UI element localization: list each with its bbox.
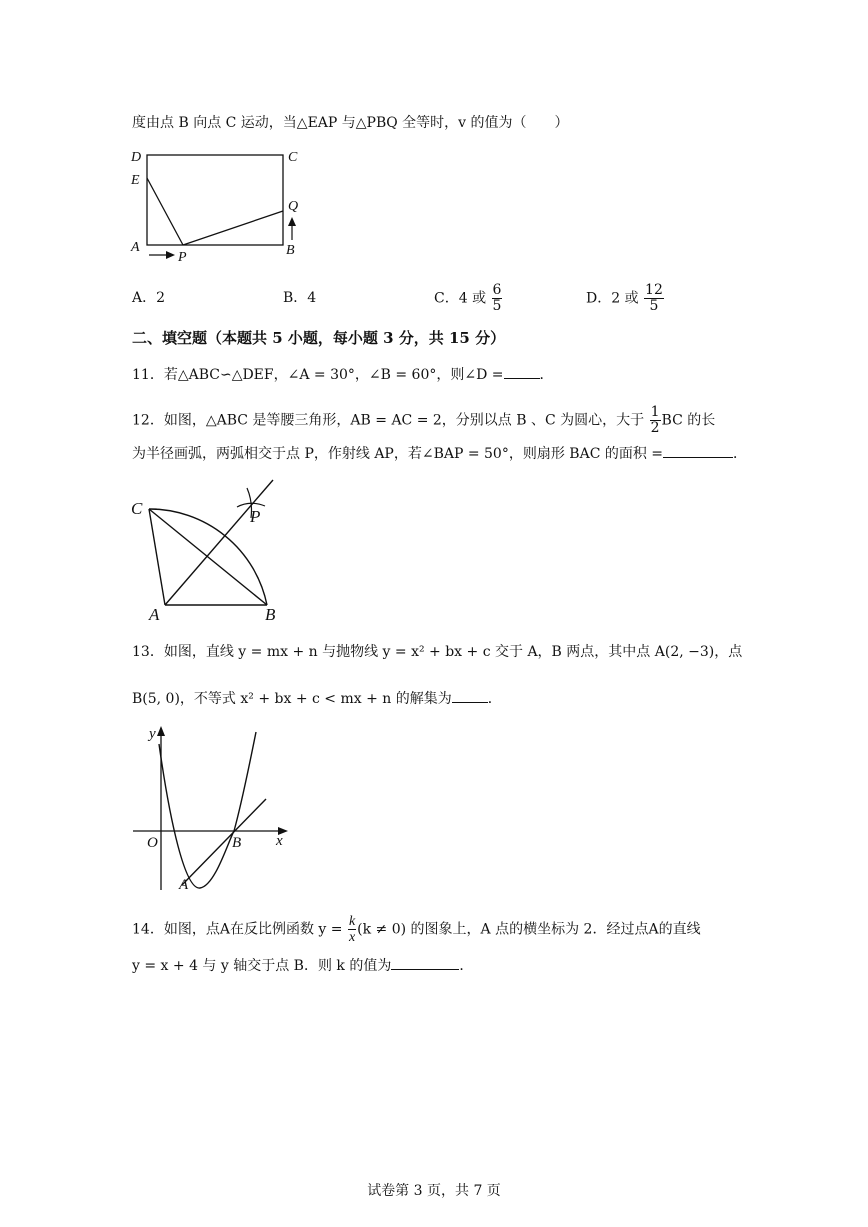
- q11-text: 若△ABC∽△DEF，∠A = 30°，∠B = 60°，则∠D =: [163, 367, 504, 383]
- q10-label-C: C: [288, 150, 298, 165]
- q13-line2-text: B(5, 0)，不等式 x² + bx + c < mx + n 的解集为: [132, 691, 452, 707]
- q10-option-d-fraction: [644, 283, 664, 314]
- q13-line1: [132, 642, 742, 662]
- q13-label-A: A: [179, 877, 189, 893]
- q12-num: 12．: [132, 412, 164, 429]
- q10-option-d-num: 12: [645, 282, 663, 298]
- q13-label-O: O: [147, 835, 158, 851]
- q14-line1-a: 如图，点A在反比例函数 y =: [163, 921, 343, 938]
- q10-option-c-text: 4 或: [458, 290, 487, 307]
- q10-label-B: B: [286, 243, 295, 258]
- q12-label-B: B: [265, 605, 276, 624]
- q10-label-A: A: [131, 240, 140, 255]
- q12-line2-text: 为半径画弧，两弧相交于点 P，作射线 AP，若∠BAP = 50°，则扇形 BAC 的面积 =: [132, 446, 664, 462]
- q10-label-Q: Q: [288, 199, 299, 214]
- q10-option-b-letter: B．: [283, 290, 308, 306]
- q10-option-d: [586, 283, 665, 314]
- q14-line1-b: (k ≠ 0) 的图象上，A 点的横坐标为 2．经过点A的直线: [357, 921, 701, 938]
- q12-label-C: C: [131, 499, 143, 518]
- q11-answer-blank: [504, 364, 540, 379]
- q14-frac-num: k: [348, 914, 356, 929]
- q12-frac-den: 2: [650, 420, 660, 436]
- q10-label-D: D: [131, 150, 142, 165]
- q13-label-y: y: [149, 726, 156, 742]
- q14-line1: [132, 914, 701, 945]
- q10-option-c: [434, 283, 503, 314]
- q11: 11．若△ABC∽△DEF，∠A = 30°，∠B = 60°，则∠D = ．: [132, 364, 554, 385]
- q10-option-b-text: 4: [307, 290, 317, 306]
- q12-line2: 为半径画弧，两弧相交于点 P，作射线 AP，若∠BAP = 50°，则扇形 BAC 的面积 = ．: [132, 443, 747, 464]
- q10-option-c-fraction: [492, 283, 503, 314]
- q11-num: 11．: [132, 367, 164, 383]
- q13-label-x: x: [276, 833, 283, 849]
- q10-option-c-num: 6: [492, 282, 502, 298]
- q10-option-a-text: 2: [156, 290, 166, 306]
- q12-line1-b: BC 的长: [661, 412, 716, 429]
- q12-line1: [132, 405, 715, 436]
- q12-line1-a: 如图，△ABC 是等腰三角形，AB = AC = 2，分别以点 B 、C 为圆心，大于: [163, 412, 645, 429]
- q12-fraction: [650, 405, 661, 436]
- q14-line2: y = x + 4 与 y 轴交于点 B．则 k 的值为 ．: [132, 955, 473, 976]
- q10-option-d-letter: D．: [586, 290, 612, 307]
- q10-option-b: [283, 288, 316, 308]
- q10-figure: [125, 145, 315, 265]
- q12-frac-num: 1: [650, 404, 660, 420]
- q10-option-c-den: 5: [492, 298, 502, 314]
- q12-label-P: P: [250, 507, 261, 526]
- q10-label-P: P: [178, 250, 187, 265]
- q12-answer-blank: [663, 443, 733, 458]
- q14-fraction: [348, 914, 356, 945]
- q14-answer-blank: [391, 955, 459, 970]
- q13-label-B: B: [232, 835, 242, 851]
- q10-stem-text: 度由点 B 向点 C 运动，当△EAP 与△PBQ 全等时，v 的值为（ ）: [132, 115, 569, 131]
- q12-label-A: A: [149, 605, 160, 624]
- page-footer: 试卷第 3 页，共 7 页: [367, 1183, 501, 1199]
- section-heading: 二、填空题（本题共 5 小题，每小题 3 分，共 15 分）: [132, 329, 506, 347]
- q14-line2-text: y = x + 4 与 y 轴交于点 B．则 k 的值为: [132, 958, 392, 974]
- q13-answer-blank: [452, 688, 488, 703]
- q10-option-c-letter: C．: [434, 290, 459, 307]
- q10-option-d-text: 2 或: [611, 290, 639, 307]
- q14-frac-den: x: [348, 930, 356, 945]
- q13-num: 13．: [132, 644, 164, 660]
- q10-option-d-den: 5: [649, 298, 659, 314]
- q10-option-a-letter: A．: [132, 290, 157, 306]
- q13-line2: B(5, 0)，不等式 x² + bx + c < mx + n 的解集为 ．: [132, 688, 502, 709]
- q10-option-a: [132, 288, 165, 308]
- q10-stem: [132, 113, 569, 133]
- q13-figure: [130, 722, 300, 894]
- q12-figure: [125, 478, 295, 628]
- q14-num: 14．: [132, 921, 164, 938]
- q13-line1-text: 如图，直线 y = mx + n 与抛物线 y = x² + bx + c 交于 A，B 两点，其中点 A(2, −3)，点: [163, 644, 743, 660]
- q10-label-E: E: [131, 173, 140, 188]
